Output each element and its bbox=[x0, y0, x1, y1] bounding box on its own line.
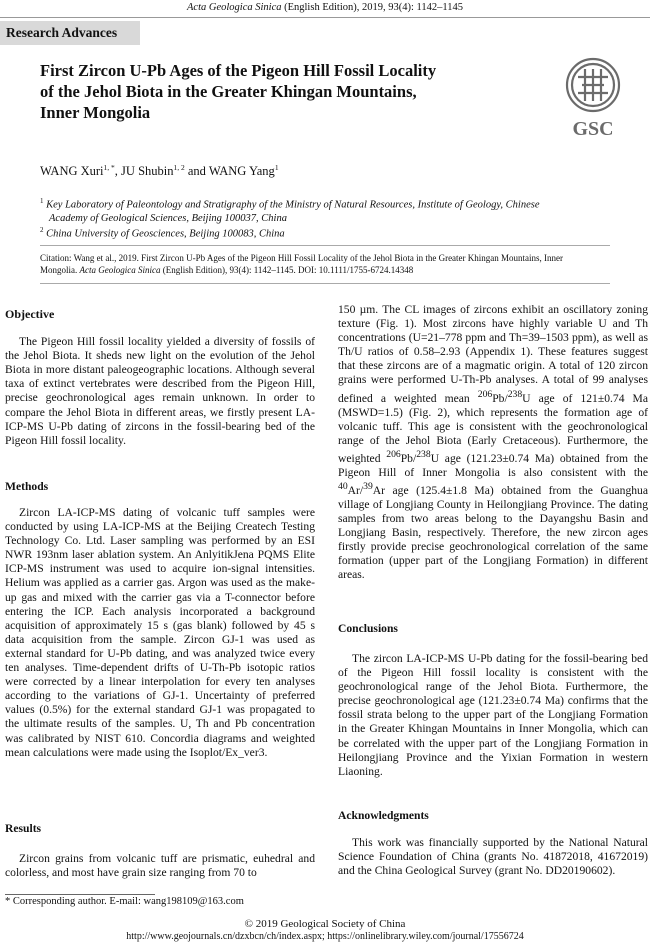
objective-heading: Objective bbox=[5, 307, 55, 321]
copyright: © 2019 Geological Society of China bbox=[244, 918, 406, 930]
results-paragraph-continued bbox=[338, 303, 648, 582]
author-3-affiliation: 1 bbox=[274, 163, 279, 172]
section-badge-label: Research Advances bbox=[6, 25, 118, 40]
journal-name: Acta Geologica Sinica bbox=[187, 2, 282, 13]
citation-journal: Acta Geologica Sinica bbox=[79, 264, 161, 275]
title-line-1: First Zircon U-Pb Ages of the Pigeon Hill Fossil Locality bbox=[40, 61, 437, 80]
citation bbox=[40, 253, 620, 276]
gsc-logo-text: GSC bbox=[572, 118, 614, 140]
acknowledgments-heading: Acknowledgments bbox=[338, 809, 429, 822]
gsc-emblem-icon bbox=[558, 55, 628, 141]
affiliation-2-line-1: China University of Geosciences, Beijing 100083, China bbox=[43, 228, 285, 240]
rule-above-citation bbox=[40, 245, 610, 246]
affiliation-1-line-1: Key Laboratory of Paleontology and Stratigraphy of the Ministry of Natural Resources, Institute of Geology, Chinese bbox=[43, 199, 540, 211]
header-rule bbox=[0, 17, 650, 18]
title-line-3: Inner Mongolia bbox=[40, 103, 151, 122]
author-2-affiliation: 1, 2 bbox=[173, 163, 185, 172]
author-3: and WANG Yang bbox=[184, 164, 275, 179]
results-text-2: U age of 121±0.74 Ma (MSWD=1.5) (Fig. 2), which represents the formation age of volcanic tuff. This age is consistent with the geochronological range of the Jehol Biota (Early Cretaceous). Furthermore, the weighted bbox=[338, 391, 648, 465]
conclusions-paragraph: The zircon LA-ICP-MS U-Pb dating for the fossil-bearing bed of the Pigeon Hill fossil locality is consistent with the geochronological range of the Jehol Biota. Furthermore, the precise geochronological age (121.23±0.74 Ma) confirms that the fossil strata belong to the upper part of the Longjiang Formation in the Greater Khingan Mountains in Inner Mongolia, which can be correlated with the upper part of the Longjiang Formation in Heilongjiang Province and the Yixian Formation in western Liaoning. bbox=[338, 652, 648, 778]
left-column bbox=[5, 307, 315, 448]
author-list bbox=[40, 163, 279, 179]
affiliation-1-number: 1 bbox=[40, 197, 44, 205]
isotope-206-sup-2: 206 bbox=[386, 448, 401, 460]
acknowledgments-paragraph: This work was financially supported by the National Natural Science Foundation of China (grants No. 41872018, 41672019) and the China Geological Survey (grant No. DD20190602). bbox=[338, 836, 648, 878]
acknowledgments-block bbox=[338, 836, 648, 878]
methods-paragraph: Zircon LA-ICP-MS dating of volcanic tuff samples were conducted by using LA-ICP-MS at the Beijing Createch Testing Technology Co. Ltd. Laser sampling was performed by an ESI NWR 193nm laser ablation system. An AnlyitikJena PQMS Elite ICP-MS instrument was used to acquire ion-signal intensities. Helium was applied as a carrier gas. Argon was used as the make-up gas and mixed with the carrier gas via a T-connector before entering the ICP. Each analysis incorporated a background acquisition of approximately 15 s (gas blank) followed by 45 s data acquisition from the sample. Zircon GJ-1 was used as external standard for U-Pb dating, and was analyzed twice every ten analyses. Time-dependent drifts of U-Th-Pb isotopic ratios were corrected by a linear interpolation for every ten analyses according to the variations of GJ-1. Uncertainty of preferred values (0.5%) for the external standard GJ-1 was propagated to the ultimate results of the samples. U, Th and Pb concentration was calibrated by NIST 610. Concordia diagrams and weighted mean calculations were made using the Isoplot/Ex_ver3. bbox=[5, 506, 315, 759]
article-title bbox=[40, 60, 520, 123]
isotope-pb-text: Pb/ bbox=[492, 391, 508, 405]
isotope-238-sup: 238 bbox=[507, 388, 523, 400]
results-text-3: U age (121.23±0.74 Ma) obtained from the Pigeon Hill of Inner Mongolia is also consistent with the bbox=[338, 451, 648, 479]
objective-paragraph: The Pigeon Hill fossil locality yielded a diversity of fossils of the Jehol Biota. It sheds new light on the evolution of the Jehol Biota in more distant paleogeographic locations. Although several taxa of extinct vertebrates were described from the Pigeon Hill, precise geochronological ages remain unknown. In order to compare the Jehol Biota in different areas, we firstly present LA-ICP-MS U-Pb dating of zircons in the fossil-bearing bed of the Pigeon Hill fossil locality. bbox=[5, 335, 315, 447]
results-right-block bbox=[338, 303, 648, 582]
footnote-rule bbox=[5, 894, 155, 895]
affiliation-2 bbox=[40, 224, 620, 241]
journal-urls[interactable]: http://www.geojournals.cn/dzxbcn/ch/index.aspx; https://onlinelibrary.wiley.com/journal/17556724 bbox=[126, 931, 524, 942]
isotope-40-sup: 40 bbox=[338, 480, 348, 492]
isotope-ar-text: Ar/ bbox=[347, 483, 364, 497]
isotope-238-sup-2: 238 bbox=[416, 448, 431, 460]
results-heading: Results bbox=[5, 822, 42, 835]
title-line-2: of the Jehol Biota in the Greater Khingan Mountains, bbox=[40, 82, 417, 101]
methods-block bbox=[5, 506, 315, 760]
results-left-block bbox=[5, 852, 315, 880]
author-2: , JU Shubin bbox=[114, 164, 174, 179]
isotope-39-sup: 39 bbox=[363, 480, 373, 492]
results-paragraph-start: Zircon grains from volcanic tuff are prismatic, euhedral and colorless, and most have grain size ranging from 70 to bbox=[5, 852, 315, 880]
affiliation-2-number: 2 bbox=[40, 226, 44, 234]
running-header bbox=[0, 2, 650, 13]
conclusions-block bbox=[338, 652, 648, 779]
methods-heading: Methods bbox=[5, 480, 49, 493]
affiliation-1 bbox=[40, 195, 620, 225]
corresponding-author-footnote: * Corresponding author. E-mail: wang198109@163.com bbox=[5, 896, 244, 907]
citation-line-2 bbox=[40, 265, 620, 277]
citation-line-2-end: (English Edition), 93(4): 1142–1145. DOI: 10.1111/1755-6724.14348 bbox=[160, 264, 414, 275]
results-text-1: 150 µm. The CL images of zircons exhibit an oscillatory zoning texture (Fig. 1). Most zircons have highly variable U and Th concentrations (U=21–778 ppm and Th=39–1503 ppm), as well as Th/U ratios of 0.58–2.93 (Appendix 1). These features suggest that these zircons are of a magmatic origin. A total of 120 zircon grains were performed U-Th-Pb analyses. A total of 99 analyses defined a weighted mean bbox=[338, 303, 648, 405]
citation-line-1: Citation: Wang et al., 2019. First Zircon U-Pb Ages of the Pigeon Hill Fossil Locality of the Jehol Biota in the Greater Khingan Mountains, Inner bbox=[40, 253, 564, 263]
results-text-4: Ar age (125.4±1.8 Ma) obtained from the Guanghua village of Longjiang County in Heilongjiang Province. The dating samples from two areas belong to the Dayangshu Basin and Longjiang Basin, respectively. Therefore, the new zircon ages firstly provide precise geochronological correlation of the same formation (upper part of the Longjiang Formation) in different areas. bbox=[338, 483, 648, 582]
rule-below-citation bbox=[40, 283, 610, 284]
affiliation-1-line-2: Academy of Geological Sciences, Beijing 100037, China bbox=[49, 212, 287, 224]
isotope-pb-text-2: Pb/ bbox=[400, 451, 417, 465]
gsc-logo bbox=[558, 55, 628, 141]
isotope-206-sup: 206 bbox=[477, 388, 493, 400]
citation-line-2-start: Mongolia. bbox=[40, 264, 80, 275]
author-1: WANG Xuri bbox=[40, 164, 104, 179]
conclusions-heading: Conclusions bbox=[338, 622, 398, 635]
section-badge bbox=[0, 21, 140, 45]
journal-issue: (English Edition), 2019, 93(4): 1142–1145 bbox=[281, 2, 463, 13]
author-1-affiliation: 1, * bbox=[103, 163, 115, 172]
